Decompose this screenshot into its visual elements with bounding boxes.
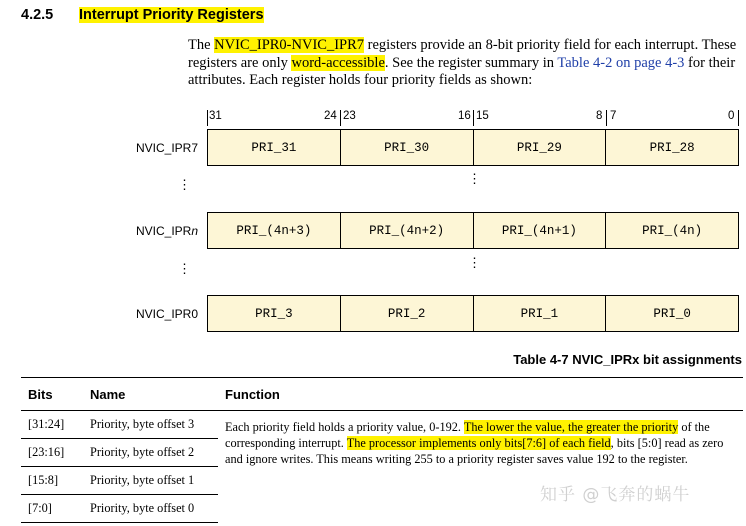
register-label-prefix: NVIC_IPR (136, 141, 192, 155)
bit-number: 24 (324, 110, 337, 122)
function-highlight-2: The processor implements only bits[7:6] of each field (346, 436, 611, 450)
ellipsis-marker: ⋮ (468, 255, 481, 270)
bit-number: 8 (596, 110, 603, 122)
priority-field: PRI_31 (208, 130, 341, 165)
name-cell: Priority, byte offset 2 (83, 439, 218, 467)
watermark: 知乎 @飞奔的蜗牛 (540, 485, 691, 505)
ellipsis-marker: ⋮ (178, 177, 191, 192)
bits-cell: [7:0] (21, 495, 83, 523)
ellipsis-marker: ⋮ (178, 261, 191, 276)
table-link[interactable]: Table 4-2 on page 4-3 (557, 54, 685, 71)
intro-text-2: registers provide an 8-bit priority field for each interrupt. These registers are only (188, 37, 737, 71)
function-text-2: of the corresponding interrupt. (225, 420, 710, 450)
bit-tick (606, 110, 607, 126)
bit-number: 7 (610, 110, 617, 122)
priority-field: PRI_(4n+1) (474, 213, 607, 248)
table-header-row (21, 378, 743, 411)
name-cell: Priority, byte offset 0 (83, 495, 218, 523)
bit-number: 23 (343, 110, 356, 122)
register-label-suffix: 7 (191, 141, 199, 155)
bit-tick (207, 110, 208, 126)
function-highlight-1: The lower the value, the greater the priority (463, 420, 679, 434)
priority-field: PRI_29 (474, 130, 607, 165)
section-heading (21, 7, 264, 23)
intro-text-1: The (188, 37, 215, 53)
bit-tick (340, 110, 341, 126)
bit-number: 15 (476, 110, 489, 122)
priority-field: PRI_(4n+3) (208, 213, 341, 248)
function-text-1: Each priority field holds a priority value, 0-192. (225, 420, 464, 434)
register-range: NVIC_IPR0-NVIC_IPR7 (214, 37, 365, 53)
bit-tick (473, 110, 474, 126)
priority-field: PRI_28 (606, 130, 738, 165)
bit-number: 16 (458, 110, 471, 122)
intro-text-4: for their attributes. Each register holds four priority fields as shown: (188, 54, 736, 88)
bit-number: 0 (728, 110, 735, 122)
word-accessible: word-accessible (291, 54, 385, 71)
priority-field: PRI_3 (208, 296, 341, 331)
priority-field: PRI_(4n) (606, 213, 738, 248)
priority-field: PRI_(4n+2) (341, 213, 474, 248)
bits-cell: [23:16] (21, 439, 83, 467)
register-label-iprn (136, 224, 198, 238)
priority-field: PRI_2 (341, 296, 474, 331)
priority-field: PRI_1 (474, 296, 607, 331)
register-label-ipr0 (136, 307, 198, 321)
bits-cell: [15:8] (21, 467, 83, 495)
bits-cell: [31:24] (21, 411, 83, 439)
section-title: Interrupt Priority Registers (79, 7, 264, 23)
table-row (21, 411, 743, 439)
intro-text-3: . See the register summary in (384, 54, 558, 71)
section-number: 4.2.5 (21, 7, 54, 23)
ellipsis-marker: ⋮ (468, 171, 481, 186)
register-label-prefix: NVIC_IPR (136, 224, 192, 238)
header-function: Function (218, 378, 743, 411)
register-row-iprn (207, 212, 739, 249)
intro-paragraph (188, 37, 743, 90)
priority-field: PRI_0 (606, 296, 738, 331)
name-cell: Priority, byte offset 3 (83, 411, 218, 439)
function-text-3: , bits [5:0] read as zero and ignore writes. This means writing 255 to a priority register saves value 192 to the register. (225, 436, 724, 466)
header-name: Name (83, 378, 218, 411)
register-row-ipr7 (207, 129, 739, 166)
name-cell: Priority, byte offset 1 (83, 467, 218, 495)
register-label-suffix: n (191, 224, 199, 238)
table-caption: Table 4-7 NVIC_IPRx bit assignments (513, 352, 742, 367)
register-label-prefix: NVIC_IPR (136, 307, 192, 321)
function-cell (218, 411, 743, 523)
register-row-ipr0 (207, 295, 739, 332)
bit-number: 31 (209, 110, 222, 122)
priority-field: PRI_30 (341, 130, 474, 165)
header-bits: Bits (21, 378, 83, 411)
register-label-ipr7 (136, 141, 198, 155)
register-label-suffix: 0 (191, 307, 199, 321)
bit-tick (738, 110, 739, 126)
